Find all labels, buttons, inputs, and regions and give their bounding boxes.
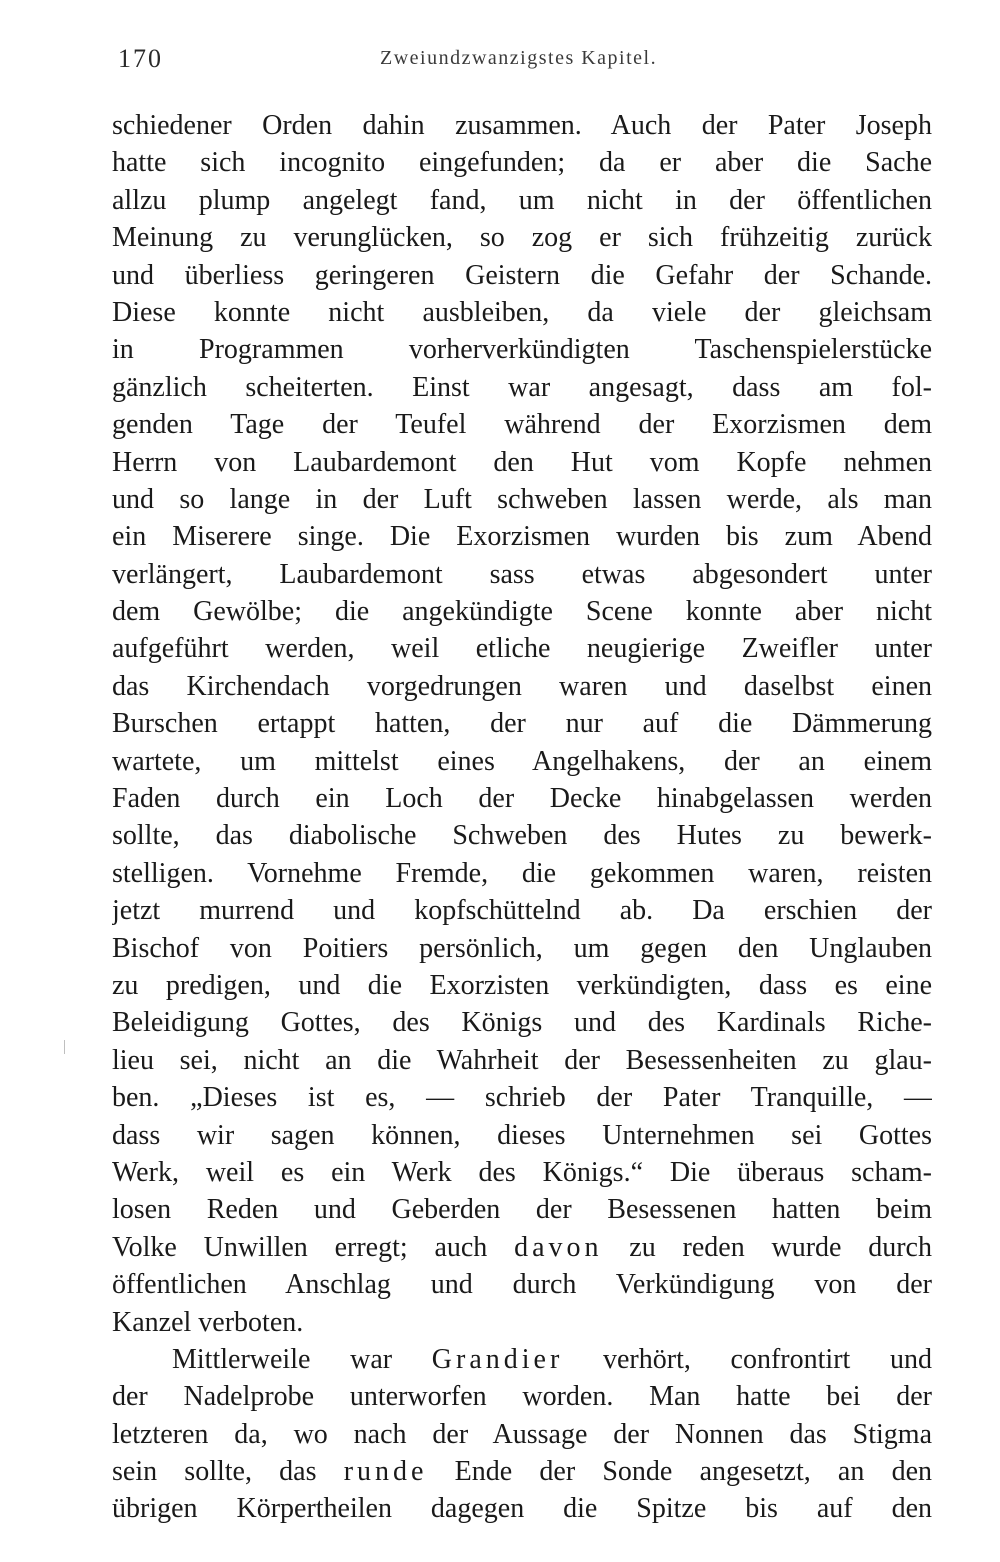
text-line: hatte sich incognito eingefunden; da er aber die Sache (112, 147, 932, 179)
text-line: Herrn von Laubardemont den Hut vom Kopfe nehmen (112, 446, 932, 478)
text-line: aufgeführt werden, weil etliche neugierige Zweifler unter (112, 633, 932, 665)
spaced-emphasis: davon (514, 1231, 603, 1263)
text-line: jetzt murrend und kopfschüttelnd ab. Da erschien der (112, 895, 932, 927)
paragraph-1 (112, 107, 932, 1341)
text-line: letzteren da, wo nach der Aussage der Nonnen das Stigma (112, 1418, 932, 1450)
text-line: Beleidigung Gottes, des Königs und des Kardinals Riche- (112, 1007, 932, 1039)
text-line: genden Tage der Teufel während der Exorzismen dem (112, 409, 932, 441)
text-run: Mittlerweile war (172, 1343, 432, 1375)
spaced-emphasis: runde (343, 1456, 428, 1488)
text-line: und überliess geringeren Geistern die Gefahr der Schande. (112, 259, 932, 291)
text-line: in Programmen vorherverkündigten Taschenspielerstücke (112, 334, 932, 366)
text-line (112, 1453, 932, 1490)
text-line: verlängert, Laubardemont sass etwas abgesondert unter (112, 558, 932, 590)
text-line: lieu sei, nicht an die Wahrheit der Besessenheiten zu glau- (112, 1044, 932, 1076)
text-line: übrigen Körpertheilen dagegen die Spitze bis auf den (112, 1493, 932, 1525)
text-line: öffentlichen Anschlag und durch Verkündigung von der (112, 1269, 932, 1301)
text-line: Faden durch ein Loch der Decke hinabgelassen werden (112, 783, 932, 815)
spaced-emphasis: Grandier (431, 1343, 564, 1375)
text-line: Burschen ertappt hatten, der nur auf die Dämmerung (112, 708, 932, 740)
text-line: ein Miserere singe. Die Exorzismen wurden bis zum Abend (112, 521, 932, 553)
text-line: Kanzel verboten. (112, 1306, 304, 1338)
text-line (112, 1341, 932, 1378)
text-line (112, 1229, 932, 1266)
text-line: sollte, das diabolische Schweben des Hutes zu bewerk- (112, 820, 932, 852)
text-line: dass wir sagen können, dieses Unternehmen sei Gottes (112, 1119, 932, 1151)
page-number: 170 (118, 44, 163, 73)
text-run: Volke Unwillen erregt; auch (112, 1231, 515, 1263)
text-run: Ende der Sonde angesetzt, an den (427, 1456, 932, 1488)
body-text (112, 107, 932, 1528)
text-line: wartete, um mittelst eines Angelhakens, der an einem (112, 745, 932, 777)
text-run: sein sollte, das (112, 1456, 344, 1488)
text-line: Diese konnte nicht ausbleiben, da viele der gleichsam (112, 296, 932, 328)
text-line: gänzlich scheiterten. Einst war angesagt, dass am fol- (112, 371, 932, 403)
text-run: zu reden wurde durch (602, 1231, 932, 1263)
text-line: Meinung zu verunglücken, so zog er sich frühzeitig zurück (112, 222, 932, 254)
text-line: das Kirchendach vorgedrungen waren und daselbst einen (112, 670, 932, 702)
text-run: verhört, confrontirt und (563, 1343, 932, 1375)
margin-mark (64, 1040, 65, 1054)
running-title: Zweiundzwanzigstes Kapitel. (380, 47, 658, 69)
running-head (0, 44, 1000, 78)
text-line: losen Reden und Geberden der Besessenen hatten beim (112, 1194, 932, 1226)
text-line: Werk, weil es ein Werk des Königs.“ Die überaus scham- (112, 1156, 932, 1188)
text-line: stelligen. Vornehme Fremde, die gekommen waren, reisten (112, 857, 932, 889)
text-line: schiedener Orden dahin zusammen. Auch der Pater Joseph (112, 110, 932, 141)
text-line: zu predigen, und die Exorzisten verkündigten, dass es eine (112, 969, 932, 1001)
text-line: und so lange in der Luft schweben lassen werde, als man (112, 483, 932, 515)
text-line: der Nadelprobe unterworfen worden. Man hatte bei der (112, 1381, 932, 1413)
text-line: ben. „Dieses ist es, — schrieb der Pater Tranquille, — (112, 1082, 932, 1114)
text-line: Bischof von Poitiers persönlich, um gegen den Unglauben (112, 932, 932, 964)
paragraph-2 (112, 1341, 932, 1528)
text-line: allzu plump angelegt fand, um nicht in der öffentlichen (112, 184, 932, 216)
text-line: dem Gewölbe; die angekündigte Scene konnte aber nicht (112, 596, 932, 628)
